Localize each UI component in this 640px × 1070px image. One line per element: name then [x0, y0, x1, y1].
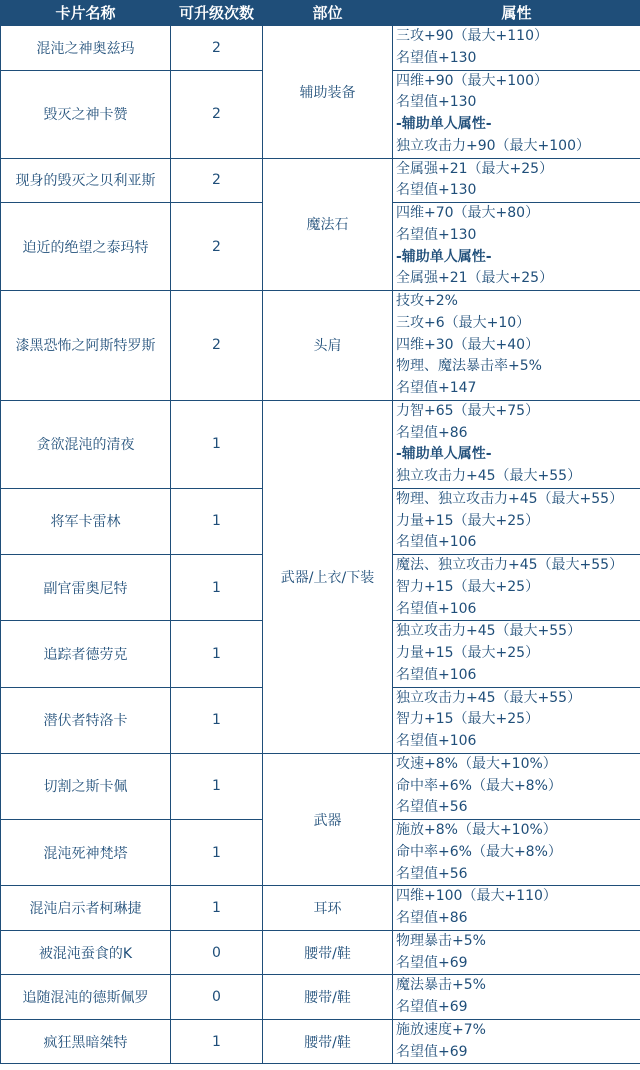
- attributes-cell: [393, 930, 640, 975]
- attribute-line: 名望值+86: [396, 910, 468, 926]
- attribute-line: 技攻+2%: [396, 293, 458, 309]
- attribute-line: 施放+8%（最大+10%）: [396, 822, 557, 838]
- slot-cell: 腰带/鞋: [263, 1019, 393, 1064]
- slot-cell: 头肩: [263, 291, 393, 401]
- card-name: 将军卡雷林: [1, 488, 171, 554]
- attribute-line: 智力+15（最大+25）: [396, 578, 540, 595]
- slot-cell: 腰带/鞋: [263, 930, 393, 975]
- attribute-subheading: -辅助单人属性-: [396, 116, 492, 132]
- attribute-line: 全属强+21（最大+25）: [396, 270, 554, 287]
- attribute-line: 名望值+106: [396, 666, 477, 683]
- attribute-line: 三攻+90（最大+110）: [396, 28, 548, 44]
- attribute-line: 施放速度+7%: [396, 1021, 486, 1038]
- attribute-line: 名望值+86: [396, 424, 468, 441]
- attribute-line: 魔法暴击+5%: [396, 977, 486, 994]
- attributes-cell: [393, 621, 640, 687]
- attributes-cell: [393, 1019, 640, 1064]
- upgrade-count: 1: [171, 1019, 263, 1064]
- attribute-line: 独立攻击力+90（最大+100）: [396, 137, 590, 154]
- upgrade-count: 2: [171, 70, 263, 158]
- attribute-line: 三攻+6（最大+10）: [396, 314, 531, 331]
- attribute-line: 名望值+106: [396, 534, 477, 551]
- attributes-cell: [393, 26, 640, 71]
- attribute-line: 名望值+147: [396, 380, 477, 396]
- attribute-line: 名望值+69: [396, 999, 468, 1015]
- attribute-line: 命中率+6%（最大+8%）: [396, 777, 562, 794]
- table-row: [1, 158, 640, 203]
- attribute-line: 魔法、独立攻击力+45（最大+55）: [396, 557, 624, 573]
- table-row: [1, 1019, 640, 1064]
- card-name: 追踪者德劳克: [1, 621, 171, 687]
- attribute-line: 力智+65（最大+75）: [396, 402, 540, 419]
- attributes-cell: [393, 687, 640, 753]
- attributes-cell: [393, 400, 640, 488]
- upgrade-count: 1: [171, 753, 263, 819]
- upgrade-count: 1: [171, 488, 263, 554]
- card-name: 被混沌蚕食的K: [1, 930, 171, 975]
- attribute-line: 名望值+69: [396, 954, 468, 971]
- header-slot: 部位: [263, 1, 393, 26]
- header-card-name: 卡片名称: [1, 1, 171, 26]
- attribute-line: 名望值+130: [396, 94, 477, 111]
- card-name: 潜伏者特洛卡: [1, 687, 171, 753]
- table-row: [1, 400, 640, 488]
- card-name: 混沌启示者柯琳捷: [1, 886, 171, 931]
- slot-cell: 辅助装备: [263, 26, 393, 159]
- attribute-line: 名望值+106: [396, 733, 477, 749]
- attributes-cell: [393, 975, 640, 1020]
- attribute-line: 名望值+130: [396, 182, 477, 199]
- attribute-line: 四维+70（最大+80）: [396, 205, 540, 221]
- attribute-line: 名望值+130: [396, 49, 477, 66]
- slot-cell: 腰带/鞋: [263, 975, 393, 1020]
- attribute-line: 物理、魔法暴击率+5%: [396, 358, 542, 375]
- card-name: 切割之斯卡佩: [1, 753, 171, 819]
- upgrade-count: 2: [171, 26, 263, 71]
- card-name: 漆黑恐怖之阿斯特罗斯: [1, 291, 171, 401]
- upgrade-count: 1: [171, 886, 263, 931]
- attribute-subheading: -辅助单人属性-: [396, 446, 492, 463]
- table-row: [1, 975, 640, 1020]
- upgrade-count: 2: [171, 203, 263, 291]
- attribute-line: 名望值+69: [396, 1043, 468, 1060]
- attributes-cell: [393, 555, 640, 621]
- upgrade-count: 0: [171, 975, 263, 1020]
- attribute-line: 力量+15（最大+25）: [396, 512, 540, 529]
- table-row: [1, 930, 640, 975]
- attribute-line: 独立攻击力+45（最大+55）: [396, 468, 582, 484]
- card-name: 迫近的绝望之泰玛特: [1, 203, 171, 291]
- upgrade-count: 1: [171, 820, 263, 886]
- attribute-line: 独立攻击力+45（最大+55）: [396, 623, 582, 640]
- card-name: 现身的毁灭之贝利亚斯: [1, 158, 171, 203]
- table-row: [1, 886, 640, 931]
- header-row: [1, 1, 640, 26]
- attribute-line: 名望值+56: [396, 799, 468, 816]
- attribute-line: 独立攻击力+45（最大+55）: [396, 689, 582, 706]
- card-name: 毁灭之神卡赞: [1, 70, 171, 158]
- slot-cell: 武器/上衣/下装: [263, 400, 393, 753]
- slot-cell: 武器: [263, 753, 393, 886]
- upgrade-count: 1: [171, 555, 263, 621]
- attribute-line: 智力+15（最大+25）: [396, 711, 540, 728]
- table-row: [1, 753, 640, 819]
- attributes-cell: [393, 820, 640, 886]
- attribute-line: 力量+15（最大+25）: [396, 645, 540, 661]
- upgrade-count: 2: [171, 291, 263, 401]
- upgrade-count: 1: [171, 400, 263, 488]
- attributes-cell: [393, 291, 640, 401]
- card-name: 混沌死神梵塔: [1, 820, 171, 886]
- attributes-cell: [393, 70, 640, 158]
- attribute-line: 名望值+56: [396, 865, 468, 882]
- attribute-line: 命中率+6%（最大+8%）: [396, 843, 562, 860]
- attribute-line: 四维+90（最大+100）: [396, 72, 548, 89]
- attributes-cell: [393, 158, 640, 203]
- upgrade-count: 1: [171, 687, 263, 753]
- attribute-subheading: -辅助单人属性-: [396, 248, 492, 265]
- attribute-line: 物理暴击+5%: [396, 932, 486, 949]
- header-attributes: 属性: [393, 1, 640, 26]
- table-row: [1, 291, 640, 401]
- card-name: 混沌之神奥兹玛: [1, 26, 171, 71]
- attributes-cell: [393, 753, 640, 819]
- header-upgrade-count: 可升级次数: [171, 1, 263, 26]
- attribute-line: 攻速+8%（最大+10%）: [396, 755, 557, 772]
- card-name: 疯狂黑暗桀特: [1, 1019, 171, 1064]
- card-name: 贪欲混沌的清夜: [1, 400, 171, 488]
- slot-cell: 魔法石: [263, 158, 393, 291]
- upgrade-count: 1: [171, 621, 263, 687]
- attribute-line: 四维+100（最大+110）: [396, 888, 557, 905]
- attributes-cell: [393, 203, 640, 291]
- attribute-line: 全属强+21（最大+25）: [396, 160, 554, 177]
- table-row: [1, 26, 640, 71]
- upgrade-count: 0: [171, 930, 263, 975]
- attributes-cell: [393, 886, 640, 931]
- attribute-line: 物理、独立攻击力+45（最大+55）: [396, 490, 624, 507]
- attribute-line: 四维+30（最大+40）: [396, 336, 540, 353]
- upgrade-count: 2: [171, 158, 263, 203]
- attribute-line: 名望值+106: [396, 600, 477, 617]
- attribute-line: 名望值+130: [396, 226, 477, 243]
- slot-cell: 耳环: [263, 886, 393, 931]
- attributes-cell: [393, 488, 640, 554]
- card-name: 追随混沌的德斯佩罗: [1, 975, 171, 1020]
- card-name: 副官雷奥尼特: [1, 555, 171, 621]
